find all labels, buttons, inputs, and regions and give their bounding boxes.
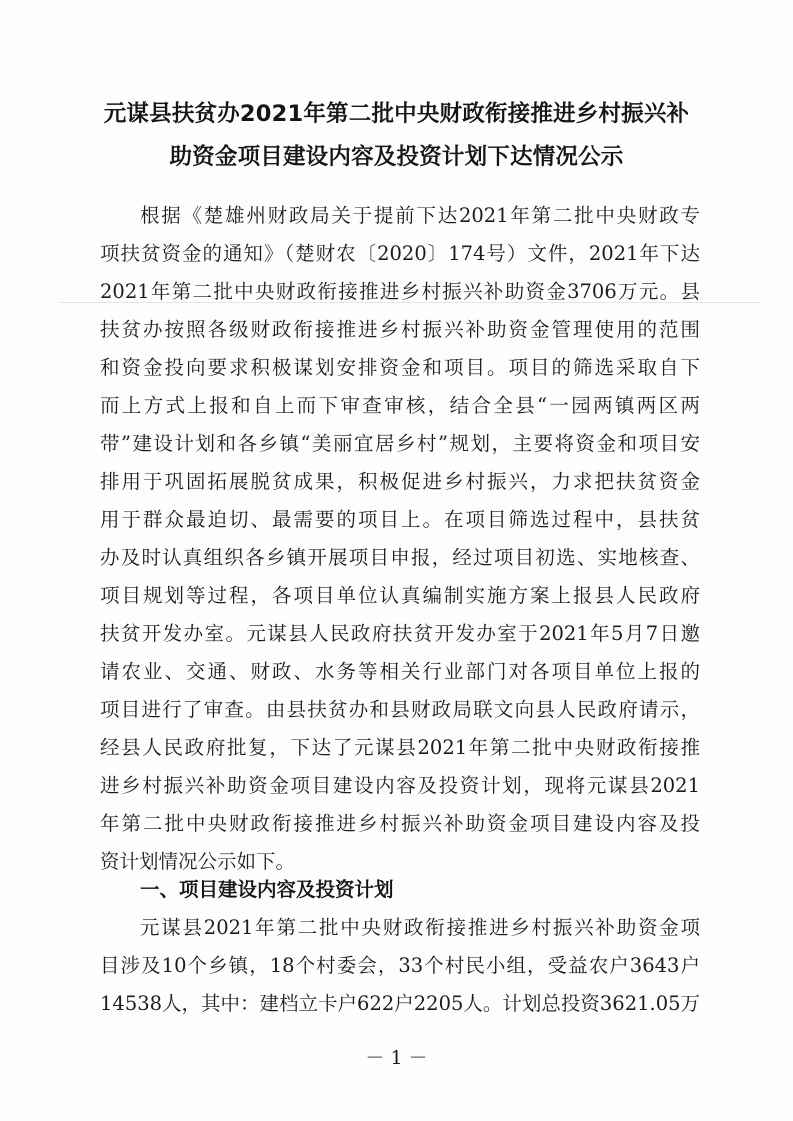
paragraph-1-line-10: 办及时认真组织各乡镇开展项目申报，经过项目初选、实地核查、: [100, 546, 700, 569]
paragraph-1-line-13: 请农业、交通、财政、水务等相关行业部门对各项目单位上报的: [100, 660, 700, 683]
paragraph-1-line-15: 经县人民政府批复，下达了元谋县2021年第二批中央财政衔接推: [100, 736, 700, 759]
paragraph-2-line-2: 目涉及10个乡镇，18个村委会，33个村民小组，受益农户3643户: [100, 954, 700, 977]
paragraph-1-line-2: 项扶贫资金的通知》（楚财农〔2020〕174号）文件，2021年下达: [100, 242, 700, 265]
paragraph-1-line-12: 扶贫开发办室。元谋县人民政府扶贫开发办室于2021年5月7日邀: [100, 622, 700, 645]
paragraph-1-line-17: 年第二批中央财政衔接推进乡村振兴补助资金项目建设内容及投: [100, 812, 700, 835]
paragraph-1-line-9: 用于群众最迫切、最需要的项目上。在项目筛选过程中，县扶贫: [100, 508, 700, 531]
document-title-line-2: 助资金项目建设内容及投资计划下达情况公示: [169, 144, 624, 170]
paragraph-1-line-18: 资计划情况公示如下。: [100, 850, 296, 873]
paragraph-1-line-16: 进乡村振兴补助资金项目建设内容及投资计划，现将元谋县2021: [100, 774, 700, 797]
paragraph-1-line-1: 根据《楚雄州财政局关于提前下达2021年第二批中央财政专: [140, 204, 700, 227]
paragraph-1-line-7: 带”建设计划和各乡镇“美丽宜居乡村”规划，主要将资金和项目安: [100, 432, 700, 455]
paragraph-1-line-14: 项目进行了审查。由县扶贫办和县财政局联文向县人民政府请示，: [100, 698, 700, 721]
paragraph-1-line-8: 排用于巩固拓展脱贫成果，积极促进乡村振兴，力求把扶贫资金: [100, 470, 700, 493]
paragraph-1-line-3: 2021年第二批中央财政衔接推进乡村振兴补助资金3706万元。县: [100, 280, 700, 303]
page-number: － 1 －: [365, 1047, 428, 1069]
section-heading-1: 一、项目建设内容及投资计划: [140, 878, 394, 901]
document-title-line-1: 元谋县扶贫办2021年第二批中央财政衔接推进乡村振兴补: [103, 101, 690, 127]
paragraph-2-line-1: 元谋县2021年第二批中央财政衔接推进乡村振兴补助资金项: [140, 916, 700, 939]
paragraph-1-line-5: 和资金投向要求积极谋划安排资金和项目。项目的筛选采取自下: [100, 356, 700, 379]
paragraph-1-line-4: 扶贫办按照各级财政衔接推进乡村振兴补助资金管理使用的范围: [100, 318, 700, 341]
paragraph-1-line-11: 项目规划等过程，各项目单位认真编制实施方案上报县人民政府: [100, 584, 700, 607]
paragraph-1-line-6: 而上方式上报和自上而下审查审核，结合全县“一园两镇两区两: [100, 394, 700, 417]
paragraph-2-line-3: 14538人，其中：建档立卡户622户2205人。计划总投资3621.05万: [100, 992, 701, 1015]
